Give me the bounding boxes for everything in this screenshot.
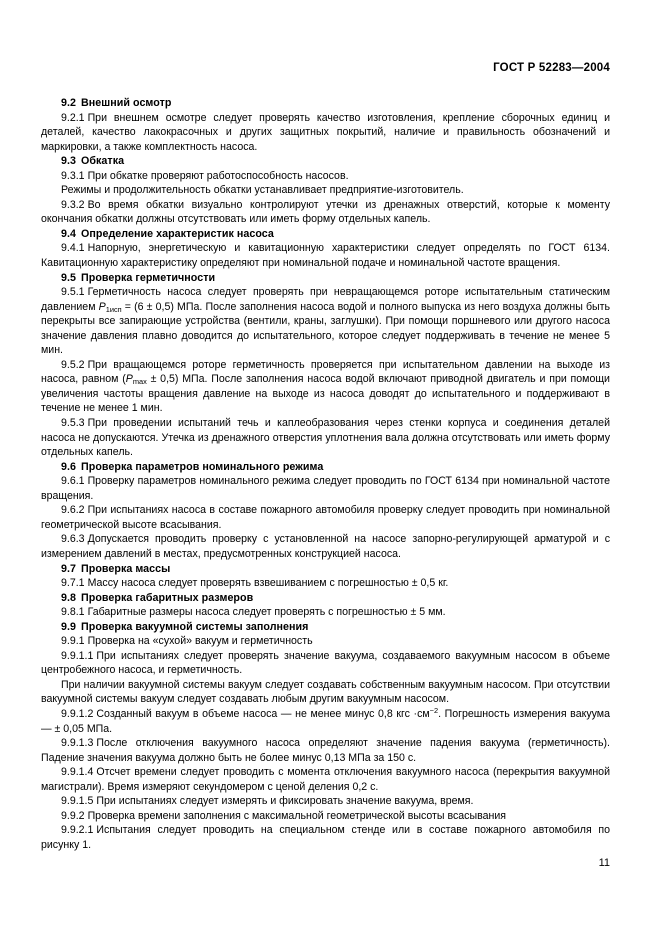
- paragraph-text: Созданный вакуум в объеме насоса — не менее минус 0,8 кгс $\cdot см^{-2}$. Погрешность измерения вакуума — ± 0,05 МПа.: [41, 705, 610, 735]
- section-heading: [41, 591, 610, 606]
- page-number: 11: [598, 857, 610, 869]
- section-paragraph: [41, 503, 610, 532]
- paragraph-number: 9.6.3: [61, 533, 85, 546]
- paragraph-text: При испытаниях следует измерять и фиксировать значение вакуума, время.: [96, 795, 474, 808]
- paragraph-number: 9.5.2: [61, 358, 85, 371]
- paragraph-text: Во время обкатки визуально контролируют утечки из дренажных отверстий, которые к моменту окончания обкатки должны отсутствовать или иметь форму отдельных капель.: [41, 198, 610, 226]
- paragraph-text: Проверка на «сухой» вакуум и герметичность: [87, 635, 313, 648]
- paragraph-number: 9.9.1.4: [61, 766, 94, 779]
- paragraph-text: При вращающемся роторе герметичность проверяется при испытательном давлении на выходе из насоса, равном $(P_{max} \pm 0,5)$ МПа. После заполнения насоса водой включают приводной двигатель и при помощи увеличения частоты вращения давление на выходе из насоса доводят до испытательного и поддерживают в течение не менее 1 мин.: [41, 358, 610, 415]
- section-paragraph: [41, 241, 610, 270]
- section-heading: [41, 620, 610, 635]
- section-heading-number: 9.5: [61, 271, 77, 284]
- section-paragraph: [41, 678, 610, 707]
- section-heading-number: 9.4: [61, 227, 77, 240]
- section-paragraph: [41, 823, 610, 852]
- section-heading-title: Обкатка: [81, 155, 125, 168]
- paragraph-number: 9.9.1.3: [61, 737, 94, 750]
- section-heading: [41, 271, 610, 286]
- section-heading-title: Определение характеристик насоса: [81, 227, 274, 240]
- section-paragraph: [41, 809, 610, 824]
- paragraph-number: 9.2.1: [61, 111, 85, 124]
- paragraph-number: 9.9.2: [61, 809, 85, 822]
- section-paragraph: [41, 198, 610, 227]
- paragraph-text: Допускается проводить проверку с установленной на насосе запорно-регулирующей арматурой и с измерением давлений в местах, предусмотренных конструкцией насоса.: [41, 533, 610, 560]
- section-paragraph: [41, 285, 610, 358]
- paragraph-number: 9.6.2: [61, 504, 85, 517]
- section-heading: [41, 460, 610, 475]
- paragraph-text: Массу насоса следует проверять взвешиванием с погрешностью ± 0,5 кг.: [87, 577, 449, 590]
- section-paragraph: [41, 416, 610, 460]
- paragraph-text: При испытаниях насоса в составе пожарного автомобиля проверку следует проводить при номинальной геометрической высоте всасывания.: [41, 504, 610, 531]
- section-heading-title: Проверка массы: [81, 562, 171, 575]
- section-heading: [41, 562, 610, 577]
- section-paragraph: [41, 649, 610, 678]
- section-paragraph: [41, 532, 610, 561]
- paragraph-number: 9.6.1: [61, 475, 85, 488]
- paragraph-text: Проверку параметров номинального режима следует проводить по ГОСТ 6134 при номинальной частоте вращения.: [41, 475, 610, 502]
- paragraph-number: 9.9.1.5: [61, 795, 94, 808]
- section-paragraph: [41, 169, 610, 184]
- paragraph-text: При испытаниях следует проверять значение вакуума, создаваемого вакуумным насосом в объеме центробежного насоса, и герметичность.: [41, 649, 610, 677]
- paragraph-text: Отсчет времени следует проводить с момента отключения вакуумного насоса (перекрытия вакуумной магистрали). Время измеряют секундомером с ценой деления 0,2 с.: [41, 766, 610, 793]
- section-heading-number: 9.3: [61, 155, 77, 168]
- section-heading-title: Проверка параметров номинального режима: [81, 460, 324, 473]
- paragraph-number: 9.5.3: [61, 417, 85, 430]
- paragraph-text: Габаритные размеры насоса следует проверять с погрешностью ± 5 мм.: [87, 606, 446, 619]
- section-paragraph: [41, 474, 610, 503]
- paragraph-number: 9.3.1: [61, 169, 85, 182]
- section-heading-title: Проверка вакуумной системы заполнения: [81, 620, 309, 633]
- paragraph-text: Проверка времени заполнения с максимальной геометрической высоты всасывания: [87, 809, 506, 822]
- paragraph-text: При внешнем осмотре следует проверять качество изготовления, крепление сборочных единиц и деталей, качество лакокрасочных и других защитных покрытий, наличие и правильность обозначений и маркировки, а также комплектность насоса.: [41, 111, 610, 153]
- paragraph-number: 9.7.1: [61, 577, 85, 590]
- paragraph-text: Испытания следует проводить на специальном стенде или в составе пожарного автомобиля по рисунку 1.: [41, 824, 610, 851]
- section-heading: [41, 227, 610, 242]
- section-heading-number: 9.9: [61, 620, 77, 633]
- paragraph-text: При обкатке проверяют работоспособность насосов.: [87, 169, 349, 182]
- section-paragraph: [41, 605, 610, 620]
- paragraph-number: 9.3.2: [61, 198, 85, 211]
- paragraph-text: Напорную, энергетическую и кавитационную характеристики следует определять по ГОСТ 6134. Кавитационную характеристику определяют при номинальной подаче и номинальной частоте вращения.: [41, 242, 610, 270]
- paragraph-text: Режимы и продолжительность обкатки устанавливает предприятие-изготовитель.: [61, 184, 464, 197]
- paragraph-number: 9.9.1: [61, 635, 85, 648]
- section-paragraph: [41, 634, 610, 649]
- paragraph-number: 9.9.1.2: [61, 707, 94, 720]
- paragraph-number: 9.4.1: [61, 242, 85, 255]
- paragraph-number: 9.5.1: [61, 286, 85, 299]
- section-paragraph: [41, 358, 610, 416]
- page-header-standard-number: ГОСТ Р 52283—2004: [493, 62, 610, 74]
- section-heading-number: 9.8: [61, 591, 77, 604]
- section-paragraph: [41, 765, 610, 794]
- section-heading: [41, 154, 610, 169]
- section-heading-number: 9.2: [61, 97, 77, 109]
- paragraph-text: При проведении испытаний течь и каплеобразования через стенки корпуса и соединения деталей насоса не допускаются. Утечка из дренажного отверстия уплотнения вала должна отсутствовать или иметь форму отдельных капель.: [41, 417, 610, 459]
- section-paragraph: [41, 111, 610, 155]
- section-heading-number: 9.6: [61, 460, 77, 473]
- section-heading-title: Проверка габаритных размеров: [81, 591, 254, 604]
- section-paragraph: [41, 736, 610, 765]
- section-paragraph: [41, 576, 610, 591]
- section-heading: [41, 96, 610, 111]
- paragraph-number: 9.9.1.1: [61, 649, 94, 662]
- document-body: [41, 96, 610, 852]
- paragraph-number: 9.8.1: [61, 606, 85, 619]
- section-heading-number: 9.7: [61, 562, 77, 575]
- paragraph-text: При наличии вакуумной системы вакуум следует создавать собственным вакуумным насосом. При отсутствии вакуумной системы вакуум следует создавать любым другим вакуумным насосом.: [41, 678, 610, 706]
- section-paragraph: [41, 707, 610, 736]
- section-heading-title: Проверка герметичности: [81, 271, 216, 284]
- paragraph-text: После отключения вакуумного насоса определяют значение падения вакуума (герметичность). Падение значения вакуума должно быть не более минус 0,13 МПа за 150 с.: [41, 737, 610, 764]
- section-heading-title: Внешний осмотр: [81, 97, 172, 109]
- section-paragraph: [41, 794, 610, 809]
- paragraph-text: Герметичность насоса следует проверять при невращающемся роторе испытательным статическим давлением $P_{1исп} = (6 \pm 0,5)$ МПа. После заполнения насоса водой и полного выпуска из него воздуха должны быть перекрыты все запирающие устройства (вентили, краны, заглушки). При помощи поршневого или другого насоса значение давления плавно доводится до испытательного, которое следует поддерживать в течение не менее 5 мин.: [41, 286, 611, 357]
- paragraph-number: 9.9.2.1: [61, 824, 94, 837]
- section-paragraph: [41, 183, 610, 198]
